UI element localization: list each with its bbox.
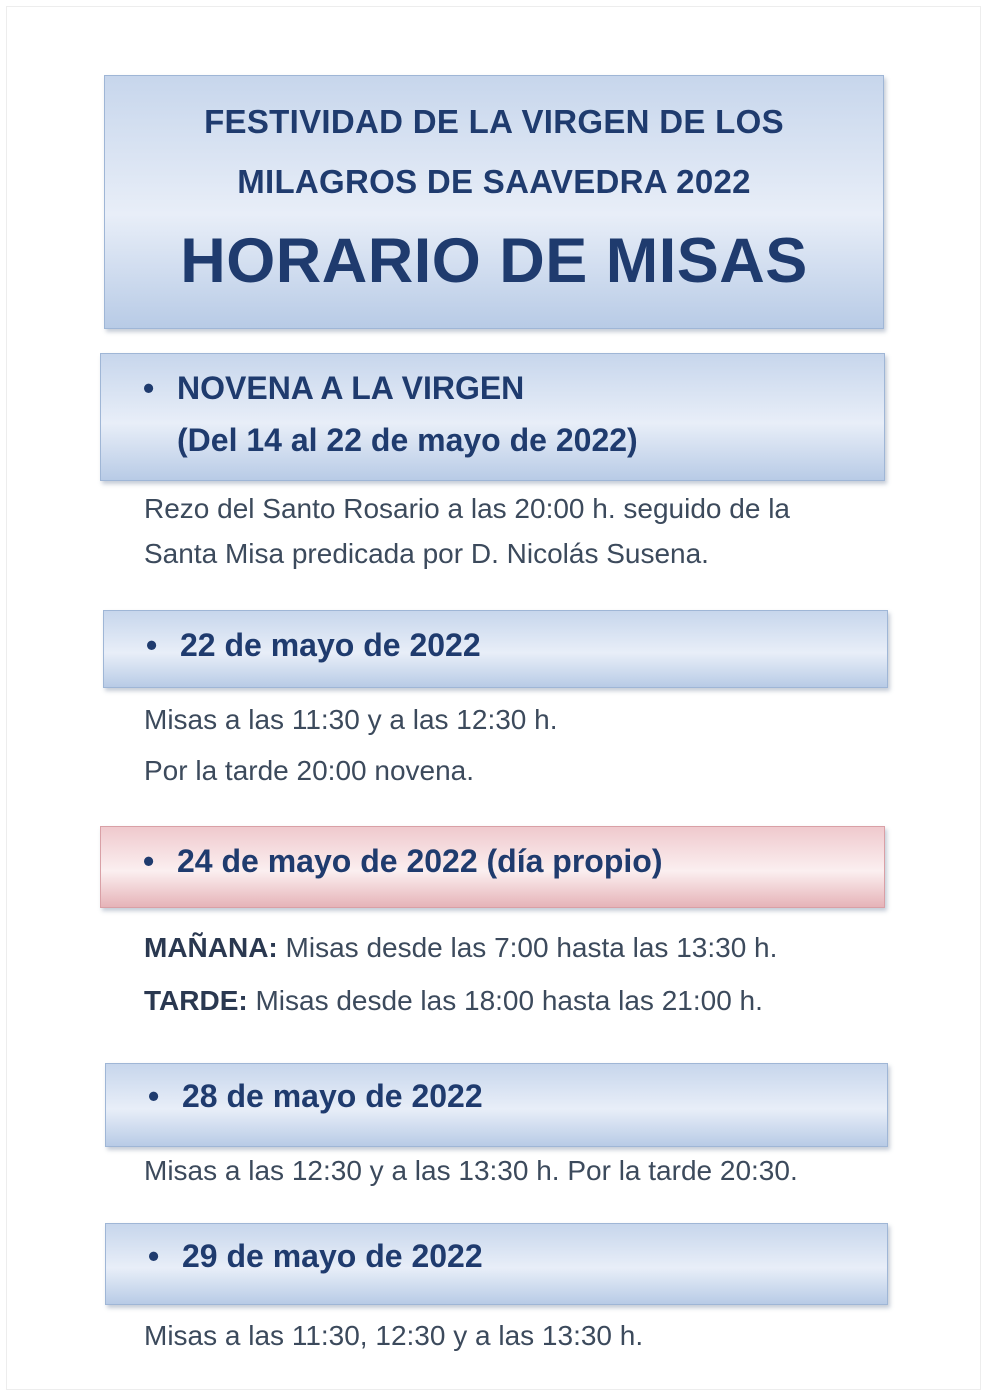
section-text-line: Misas a las 11:30 y a las 12:30 h. [144,704,558,735]
section-heading: 29 de mayo de 2022 [182,1238,483,1274]
section-subheading: (Del 14 al 22 de mayo de 2022) [177,422,638,458]
section-header-22-mayo [103,610,888,688]
title-line-1: FESTIVIDAD DE LA VIRGEN DE LOS [204,103,784,140]
section-text-line: Santa Misa predicada por D. Nicolás Susena. [144,538,709,569]
schedule-morning [144,932,777,964]
section-text-line: Rezo del Santo Rosario a las 20:00 h. seguido de la [144,493,790,524]
section-heading: 22 de mayo de 2022 [180,627,481,663]
bullet-icon: • [143,370,155,406]
section-heading: NOVENA A LA VIRGEN [177,370,525,406]
section-heading: 24 de mayo de 2022 (día propio) [177,843,663,879]
schedule-text: Misas desde las 7:00 hasta las 13:30 h. [277,932,778,963]
title-box [104,75,884,329]
schedule-label: TARDE: [144,985,248,1016]
schedule-afternoon [144,985,763,1017]
bullet-icon: • [148,1078,160,1114]
section-header-24-mayo [100,826,885,908]
bullet-icon: • [146,627,158,663]
bullet-icon: • [148,1238,160,1274]
page-title: HORARIO DE MISAS [180,226,808,296]
section-heading: 28 de mayo de 2022 [182,1078,483,1114]
bullet-icon: • [143,843,155,879]
section-header-28-mayo [105,1063,888,1147]
section-header-novena [100,353,885,481]
section-header-29-mayo [105,1223,888,1305]
section-text-line: Por la tarde 20:00 novena. [144,755,475,786]
title-line-2: MILAGROS DE SAAVEDRA 2022 [237,163,751,200]
section-text-line: Misas a las 11:30, 12:30 y a las 13:30 h. [144,1320,644,1351]
section-text-line: Misas a las 12:30 y a las 13:30 h. Por la tarde 20:30. [144,1155,798,1186]
schedule-text: Misas desde las 18:00 hasta las 21:00 h. [247,985,763,1016]
schedule-label: MAÑANA: [144,932,278,963]
